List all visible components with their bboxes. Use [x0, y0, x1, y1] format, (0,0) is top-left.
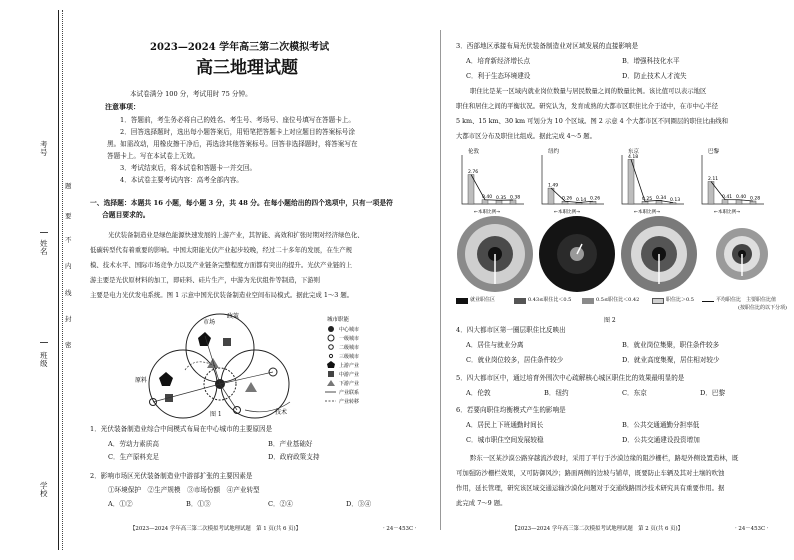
legend-label: 下游产业 — [339, 381, 360, 387]
passage3-line: 作用，延长管理，研究该区域交通运输沙漠化问题对于交通线路固沙技术研究具有重要作用。据 — [456, 484, 725, 492]
chart-axis-label: ←本职比例→ — [714, 210, 741, 215]
chart-data-label: 0.38 — [510, 195, 521, 201]
binding-line — [58, 10, 59, 550]
q2-items: ①环境保护 ②生产规模 ③市场份额 ④产业转型 — [108, 486, 260, 494]
legend-swatch — [652, 298, 664, 304]
bar-chart — [622, 147, 684, 215]
note-line: 2．回答选择题时，选出每小题答案后，用铅笔把答题卡上对应题目的答案标号涂 — [120, 128, 355, 136]
q2-option-c[interactable]: C．②④ — [268, 500, 293, 508]
legend-symbol — [329, 354, 332, 357]
margin-label-exam-number: 考号 — [40, 140, 48, 157]
legend-swatch — [702, 301, 714, 302]
legend-label: 上游产业 — [339, 363, 360, 369]
q1-option-c[interactable]: C．生产原料充足 — [108, 453, 160, 461]
q5-stem: 5．四大都市区中，通过培育外围次中心疏解核心城区职住比的效果最明显的是 — [456, 374, 685, 382]
note-line: 3．考试结束后，将本试卷和答题卡一并交回。 — [120, 164, 257, 172]
chart-bar — [736, 200, 742, 204]
passage1-line: 主要是电力光伏发电系统。图 1 示意中国光伏装备制造业空间布局模式。据此完成 1～3 题。 — [90, 291, 354, 299]
circle-label-market: 市场 — [203, 319, 216, 326]
chart-data-label: 0.28 — [750, 196, 761, 202]
chart-data-label: 2.11 — [708, 176, 719, 182]
chart-data-label: 2.76 — [468, 170, 479, 176]
notes-title: 注意事项： — [105, 102, 140, 111]
chart-bar — [722, 200, 728, 204]
q1-option-d[interactable]: D．政府政策支持 — [268, 453, 320, 461]
chart-title: 巴黎 — [708, 149, 720, 155]
chart-data-label: 1.49 — [548, 183, 559, 189]
passage1-line: 光伏装备制造业是绿色能源快速发展的上游产业，其智能、高效和扩张时期对经济绿色化、 — [108, 231, 364, 239]
passage2-line: 职住和居住之间的平衡状况。研究认为，发育成熟的大都市区职住比介于适中，在市中心半径 — [456, 102, 719, 110]
legend-label: 三级城市 — [339, 354, 360, 360]
chart-data-label: 0.40 — [482, 195, 493, 201]
legend-label: 产业转移 — [339, 399, 360, 405]
legend-label: 0.43≤职住比＜0.5 — [528, 297, 572, 303]
section1-title-cont: 合题目要求的。 — [102, 211, 150, 219]
q3-option-d[interactable]: D．防止技术人才流失 — [622, 72, 687, 80]
circle-policy — [149, 350, 217, 418]
note-line: 1．答题前，考生务必将自己的姓名、考生号、考场号、座位号填写在答题卡上。 — [120, 116, 355, 124]
legend-label: 职住比＞0.5 — [666, 297, 694, 303]
margin-notice-char: 题 — [65, 182, 72, 190]
legend-swatch — [514, 298, 526, 304]
legend-title: 城市职能 — [327, 317, 350, 323]
q5-option-d[interactable]: D．巴黎 — [700, 389, 726, 397]
figure-2-charts — [456, 146, 776, 218]
figure-1-diagram — [95, 306, 425, 422]
passage1-line: 低碳转型代有着重要的影响。中国太阳能光伏产业起步较晚，经过二十多年的发展，在生产规 — [90, 246, 353, 254]
footer-left-code: · 24－453C · — [383, 526, 417, 532]
bar-chart — [702, 147, 764, 215]
legend-label: 一级城市 — [339, 336, 360, 342]
q4-stem: 4．四大都市区第一圈层职住比反映出 — [456, 326, 566, 334]
margin-notice-char: 密 — [65, 341, 72, 349]
q2-option-b[interactable]: B．①③ — [186, 500, 211, 508]
legend-label: 产业联系 — [339, 390, 360, 396]
q1-option-b[interactable]: B．产业基础好 — [268, 440, 313, 448]
legend-label: 平均职住比 — [716, 297, 742, 303]
passage3-line: 此完成 7～9 题。 — [456, 499, 507, 507]
q6-option-a[interactable]: A．居民上下班通勤时间长 — [466, 421, 544, 429]
exam-number-blank — [40, 162, 48, 233]
chart-data-label: 4.18 — [628, 154, 639, 160]
q1-stem: 1．光伏装备制造业综合中间模式布局在中心城市的主要原因是 — [90, 425, 273, 433]
chart-data-label: 0.25 — [642, 196, 653, 202]
legend-label: 就业职住区 — [470, 297, 496, 303]
binding-dotted-line — [62, 10, 63, 550]
margin-label-class: 班级 — [40, 351, 48, 368]
figure-2-caption: 图 2 — [604, 317, 616, 324]
legend-symbol — [327, 380, 335, 386]
q5-option-b[interactable]: B．纽约 — [544, 389, 569, 397]
q5-option-c[interactable]: C．东京 — [622, 389, 647, 397]
note-line: 答题卡上。写在本试卷上无效。 — [107, 152, 200, 160]
chart-title: 纽约 — [548, 149, 560, 155]
q3-stem: 3．西部地区承接布局光伏装备制造业对区域发展的直接影响是 — [456, 42, 639, 50]
chart-data-label: 0.41 — [722, 195, 733, 201]
figure-2-legend — [456, 296, 786, 318]
legend-swatch — [456, 298, 468, 304]
chart-data-label: 0.13 — [670, 198, 681, 204]
q1-option-a[interactable]: A．劳动力素质高 — [108, 440, 159, 448]
legend-label: 中游产业 — [339, 372, 360, 378]
margin-notice-char: 封 — [65, 315, 72, 323]
margin-notice-char: 要 — [65, 212, 72, 220]
chart-data-label: 0.26 — [590, 196, 601, 202]
q6-option-b[interactable]: B．公共交通通勤分担率低 — [622, 421, 700, 429]
legend-symbol — [329, 345, 334, 350]
chart-title: 东京 — [628, 149, 640, 155]
margin-notice-char: 不 — [65, 236, 72, 244]
chart-data-label: 0.34 — [656, 195, 667, 201]
passage1-line: 游主要是光伏原材料的加工，即硅料、硅片生产，中游为光伏组件等制造，下游则 — [90, 276, 321, 284]
passage2-line: 职住比是某一区域内就业岗位数量与居民数量之间的数量比例。该比值可以表示地区 — [470, 87, 707, 95]
q4-option-a[interactable]: A．居住与就业分离 — [466, 341, 524, 349]
downstream-marker — [245, 382, 257, 392]
footer-right-code: · 24－453C · — [735, 526, 769, 532]
q2-option-d[interactable]: D．③④ — [346, 500, 372, 508]
circle-label-policy: 政策 — [227, 313, 240, 320]
circle-market — [186, 314, 254, 382]
figure-2-rings — [450, 214, 790, 294]
passage1-line: 模、技术水平、国际市场竞争力以及产业链条完整程度方面都有突出的提升。光伏产业链的上 — [90, 261, 353, 269]
chart-axis-label: ←本职比例→ — [554, 210, 581, 215]
legend-swatch — [582, 298, 594, 304]
exam-title: 2023—2024 学年高三第二次模拟考试 — [150, 42, 330, 53]
ring-new-york — [539, 216, 615, 292]
chart-axis-label: ←本职比例→ — [474, 210, 501, 215]
chart-title: 伦敦 — [468, 149, 480, 155]
ring-london — [457, 216, 533, 292]
legend-label: 0.5≤职住比＜0.42 — [596, 297, 640, 303]
q4-option-c[interactable]: C．就业岗位较多，居住条件较少 — [466, 356, 564, 364]
passage3-line: 可加强防沙栅栏效果，又可防御风沙；路面两侧的边坡与铺草，既要防止车辆及其对土壤的吹蚀 — [456, 469, 725, 477]
bar-chart — [462, 147, 524, 215]
q6-option-d[interactable]: D．公共交通建设投资增加 — [622, 436, 700, 444]
chart-data-label: 0.40 — [736, 195, 747, 201]
margin-label-school: 学校 — [40, 481, 48, 498]
name-blank — [40, 262, 48, 343]
chart-bar — [496, 200, 502, 204]
q2-option-a[interactable]: A．①② — [108, 500, 133, 508]
q2-stem: 2．影响市场区光伏装备制造业中游部扩张的主要因素是 — [90, 472, 253, 480]
q5-option-a[interactable]: A．伦敦 — [466, 389, 491, 397]
q3-option-a[interactable]: A．培育新经济增长点 — [466, 57, 531, 65]
score-time: 本试卷满分 100 分，考试用时 75 分钟。 — [130, 90, 252, 98]
chart-bar — [482, 200, 488, 204]
q4-option-b[interactable]: B．就业岗位集聚，职住条件较多 — [622, 341, 720, 349]
note-line: 4．本试卷主要考试内容：高考全部内容。 — [120, 176, 243, 184]
legend-label: 中心城市 — [339, 327, 360, 333]
chart-bar — [510, 200, 516, 204]
legend-symbol — [328, 335, 334, 341]
ring-paris — [716, 228, 768, 280]
legend-label: 二级城市 — [339, 345, 360, 351]
passage2-line: 大都市区分布及职住比组成。据此完成 4～5 题。 — [456, 132, 597, 140]
q3-option-c[interactable]: C．利于生态环境建设 — [466, 72, 531, 80]
margin-notice-char: 内 — [65, 262, 72, 270]
figure-1-caption: 图 1 — [210, 411, 222, 418]
upstream-marker — [159, 372, 173, 386]
legend-symbol — [327, 361, 335, 368]
q4-option-d[interactable]: D．就业高度集聚，居住相对较少 — [622, 356, 720, 364]
q3-option-b[interactable]: B．增强科技化水平 — [622, 57, 680, 65]
q6-option-c[interactable]: C．城市职住空间发展较稳 — [466, 436, 544, 444]
upstream-marker — [198, 332, 211, 346]
legend-symbol — [328, 371, 334, 377]
ring-tokyo — [621, 216, 697, 292]
chart-data-label: 0.26 — [562, 196, 573, 202]
q6-stem: 6．若要向职住均衡模式产生的影响是 — [456, 406, 566, 414]
chart-data-label: 0.14 — [576, 198, 587, 204]
downstream-marker — [207, 358, 219, 368]
passage3-line: 黔东一区某沙漠公路穿越流沙段时，采用了平行于沙漠边缘的阻沙栅栏，路堤外侧设置造林，既 — [470, 454, 739, 462]
legend-label: 主要职住比值 — [746, 297, 777, 303]
subject-title: 高三地理试题 — [196, 58, 298, 78]
margin-label-name: 姓名 — [40, 239, 48, 256]
figure-2-bar-charts — [456, 146, 776, 218]
section1-title: 一、选择题：本题共 16 小题，每小题 3 分，共 48 分。在每小题给出的四个选项中，只有一项是符 — [90, 199, 393, 207]
chart-axis-label: ←本职比例→ — [634, 210, 661, 215]
footer-left: 【2023—2024 学年高三第二次模拟考试地理试题 第 1 页(共 6 页)】 — [130, 526, 302, 532]
footer-right: 【2023—2024 学年高三第二次模拟考试地理试题 第 2 页(共 6 页)】 — [512, 526, 684, 532]
page-divider — [440, 30, 441, 530]
midstream-marker — [223, 338, 231, 346]
circle-label-tech: 技术 — [275, 409, 288, 416]
legend-symbol — [328, 326, 334, 332]
note-line: 黑。如需改动，用橡皮擦干净后，再选涂其他答案标号。回答非选择题时，将答案写在 — [107, 140, 358, 148]
passage2-line: 5 km、15 km、30 km 可划分为 10 个区域。图 2 示意 4 个大都市区不同圈层的职住比曲线和 — [456, 117, 729, 125]
bar-chart — [542, 147, 604, 215]
chart-bar — [708, 181, 714, 204]
margin-notice-char: 线 — [65, 289, 72, 297]
chart-data-label: 0.35 — [496, 195, 507, 201]
circle-label-material: 原料 — [135, 377, 148, 384]
legend-note: (按职住比的以下分项) — [738, 305, 787, 311]
